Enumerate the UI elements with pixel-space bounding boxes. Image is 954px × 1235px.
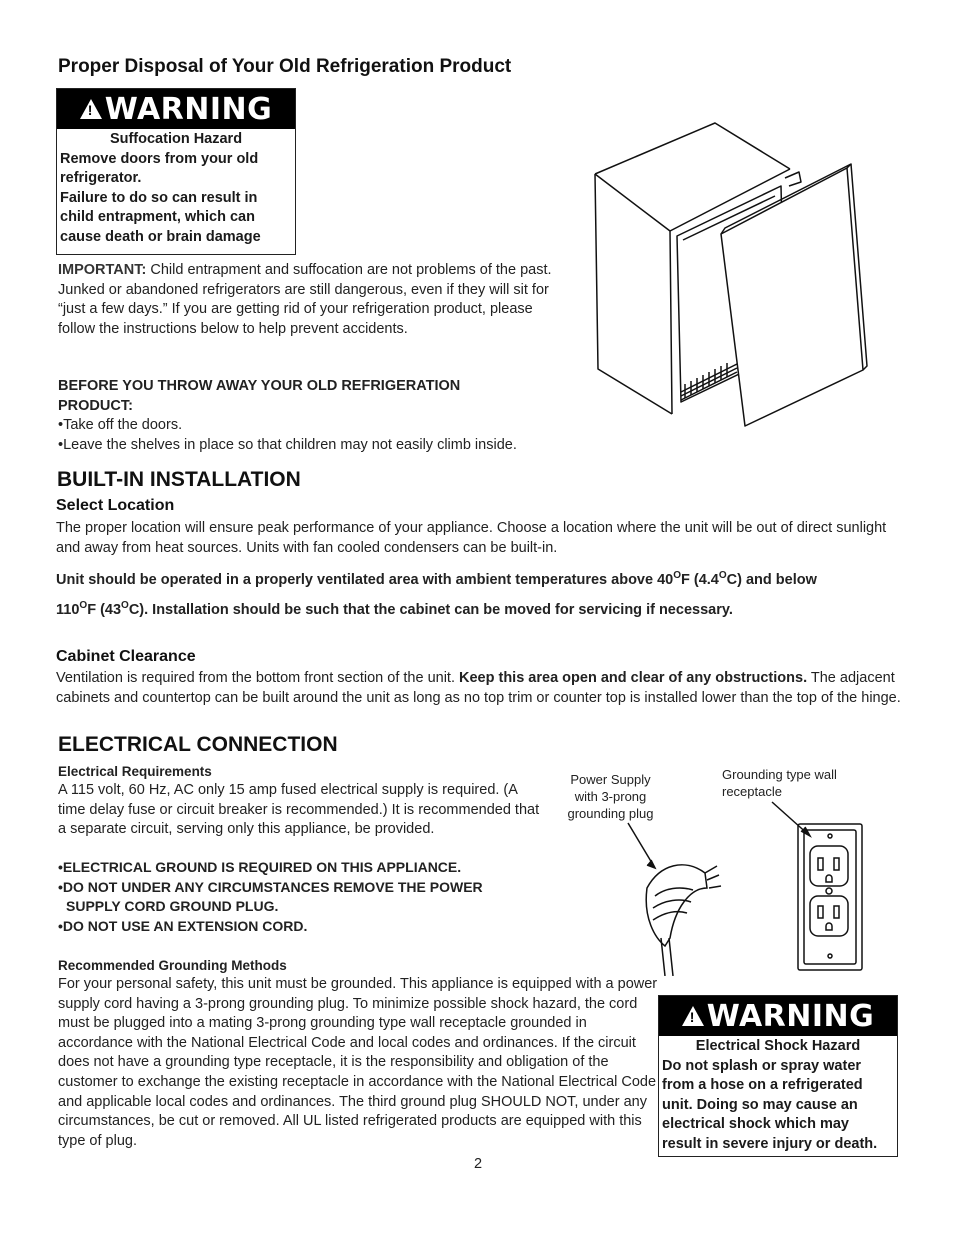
list-item: •DO NOT UNDER ANY CIRCUMSTANCES REMOVE THE POWER	[58, 878, 483, 895]
important-text: Child entrapment and suffocation are not problems of the past. Junked or abandoned refrigerators are still dangerous, even if they will sit for “just a few days.” If you are getting rid of your refrigeration product, please follow the instructions below to help prevent accidents.	[58, 262, 552, 337]
builtin-title: BUILT-IN INSTALLATION	[57, 468, 301, 491]
plug-caption	[558, 771, 663, 822]
warning-line: child entrapment, which can	[60, 209, 255, 225]
ventilation-text: F (4.4	[681, 571, 719, 588]
clearance-text: Ventilation is required from the bottom front section of the unit.	[56, 670, 455, 686]
warning-heading: Suffocation Hazard	[109, 131, 243, 147]
list-item: •DO NOT USE AN EXTENSION CORD.	[58, 917, 308, 934]
degree-mark: O	[718, 570, 727, 581]
page-number: 2	[473, 1156, 483, 1172]
clearance-bold-text: Keep this area open and clear of any obstructions.	[459, 670, 808, 686]
ventilation-text: C). Installation should be such that the cabinet can be moved for servicing if necessary.	[128, 601, 733, 618]
ventilation-text: 110	[56, 601, 80, 618]
warning-body	[57, 129, 295, 249]
warning-triangle-icon: !	[80, 99, 102, 119]
grounding-text: For your personal safety, this unit must be grounded. This appliance is equipped with a power supply cord having a 3-prong grounding plug. To minimize possible shock hazard, the cord must be plugged into a mating 3-prong grounding type wall receptacle grounded in accordance with the National Electrical Code and local codes and ordinances. If the circuit does not have a grounding type receptacle, it is the responsibility and obligation of the customer to exchange the existing receptacle in accordance with the National Electrical Code and applicable local codes and ordinances. The third ground plug SHOULD NOT, under any circumstances, be cut or removed. All UL listed refrigerated products are equipped with this type of plug.	[58, 976, 658, 1149]
cabinet-clearance-text	[56, 669, 906, 708]
ventilation-requirement	[56, 563, 906, 623]
warning-line: result in severe injury or death.	[662, 1135, 878, 1152]
ventilation-text: Unit should be operated in a properly ventilated area with ambient temperatures above 40	[56, 571, 674, 588]
select-location-text: The proper location will ensure peak performance of your appliance. Choose a location where the unit will be out of direct sunlight and away from heat sources. Units with fan cooled condensers can be built-in.	[56, 520, 887, 556]
degree-mark: O	[79, 599, 88, 611]
warning-line: electrical shock which may	[662, 1116, 849, 1132]
grounding-title: Recommended Grounding Methods	[58, 958, 287, 973]
warning-line: unit. Doing so may cause an	[662, 1096, 858, 1113]
ventilation-text: F (43	[87, 601, 122, 618]
before-heading: BEFORE YOU THROW AWAY YOUR OLD REFRIGERATION PRODUCT:	[58, 378, 461, 414]
caption-line: Grounding type wall	[722, 767, 837, 782]
caption-line: with 3-prong	[574, 789, 647, 804]
refrigerator-door-removed-illustration	[585, 112, 870, 430]
requirements-text: A 115 volt, 60 Hz, AC only 15 amp fused electrical supply is required. (A time delay fuse or circuit breaker is recommended.) It is recommended that a separate circuit, serving only this appliance, be provided.	[58, 782, 540, 838]
list-item: •Take off the doors.	[58, 417, 183, 433]
receptacle-caption	[722, 766, 872, 800]
important-label: IMPORTANT:	[58, 262, 147, 278]
warning-line: Do not splash or spray water	[662, 1057, 862, 1074]
electrical-title: ELECTRICAL CONNECTION	[58, 733, 338, 756]
list-item: •ELECTRICAL GROUND IS REQUIRED ON THIS APPLIANCE.	[58, 859, 462, 875]
warning-line: refrigerator.	[60, 170, 142, 186]
warning-body	[659, 1036, 897, 1156]
three-prong-plug-illustration	[625, 818, 725, 976]
warning-line: cause death or brain damage	[60, 228, 261, 245]
suffocation-warning-box	[56, 88, 296, 255]
caption-line: Power Supply	[570, 772, 651, 787]
warning-line: Remove doors from your old	[60, 150, 259, 167]
list-item: •Leave the shelves in place so that children may not easily climb inside.	[58, 436, 517, 453]
degree-mark: O	[121, 599, 129, 611]
caption-line: receptacle	[722, 784, 782, 799]
requirements-title: Electrical Requirements	[58, 764, 212, 779]
disposal-bullet-list	[58, 416, 618, 455]
disposal-title: Proper Disposal of Your Old Refrigeration Product	[58, 56, 512, 77]
clearance-text: The adjacent cabinets and countertop can be built around the unit as long as no top trim or counter top is installed lower than the top of the hinge.	[56, 670, 901, 706]
select-location-title: Select Location	[56, 497, 175, 514]
warning-line: from a hose on a refrigerated	[662, 1077, 863, 1093]
cabinet-clearance-title: Cabinet Clearance	[56, 648, 196, 665]
warning-banner	[57, 89, 295, 129]
caption-line: grounding plug	[567, 806, 654, 821]
warning-heading: Electrical Shock Hazard	[695, 1038, 861, 1054]
shock-warning-box	[658, 995, 898, 1157]
warning-line: Failure to do so can result in	[60, 189, 258, 206]
wall-receptacle-illustration	[770, 800, 870, 972]
degree-mark: O	[673, 570, 681, 581]
ventilation-text: C) and below	[726, 571, 817, 588]
ground-caps-list	[58, 858, 538, 936]
warning-label: WARNING	[104, 91, 273, 127]
warning-label: WARNING	[706, 998, 875, 1034]
list-item: SUPPLY CORD GROUND PLUG.	[66, 898, 279, 914]
important-paragraph	[58, 261, 558, 339]
warning-triangle-icon: !	[682, 1006, 704, 1026]
warning-banner	[659, 996, 897, 1036]
